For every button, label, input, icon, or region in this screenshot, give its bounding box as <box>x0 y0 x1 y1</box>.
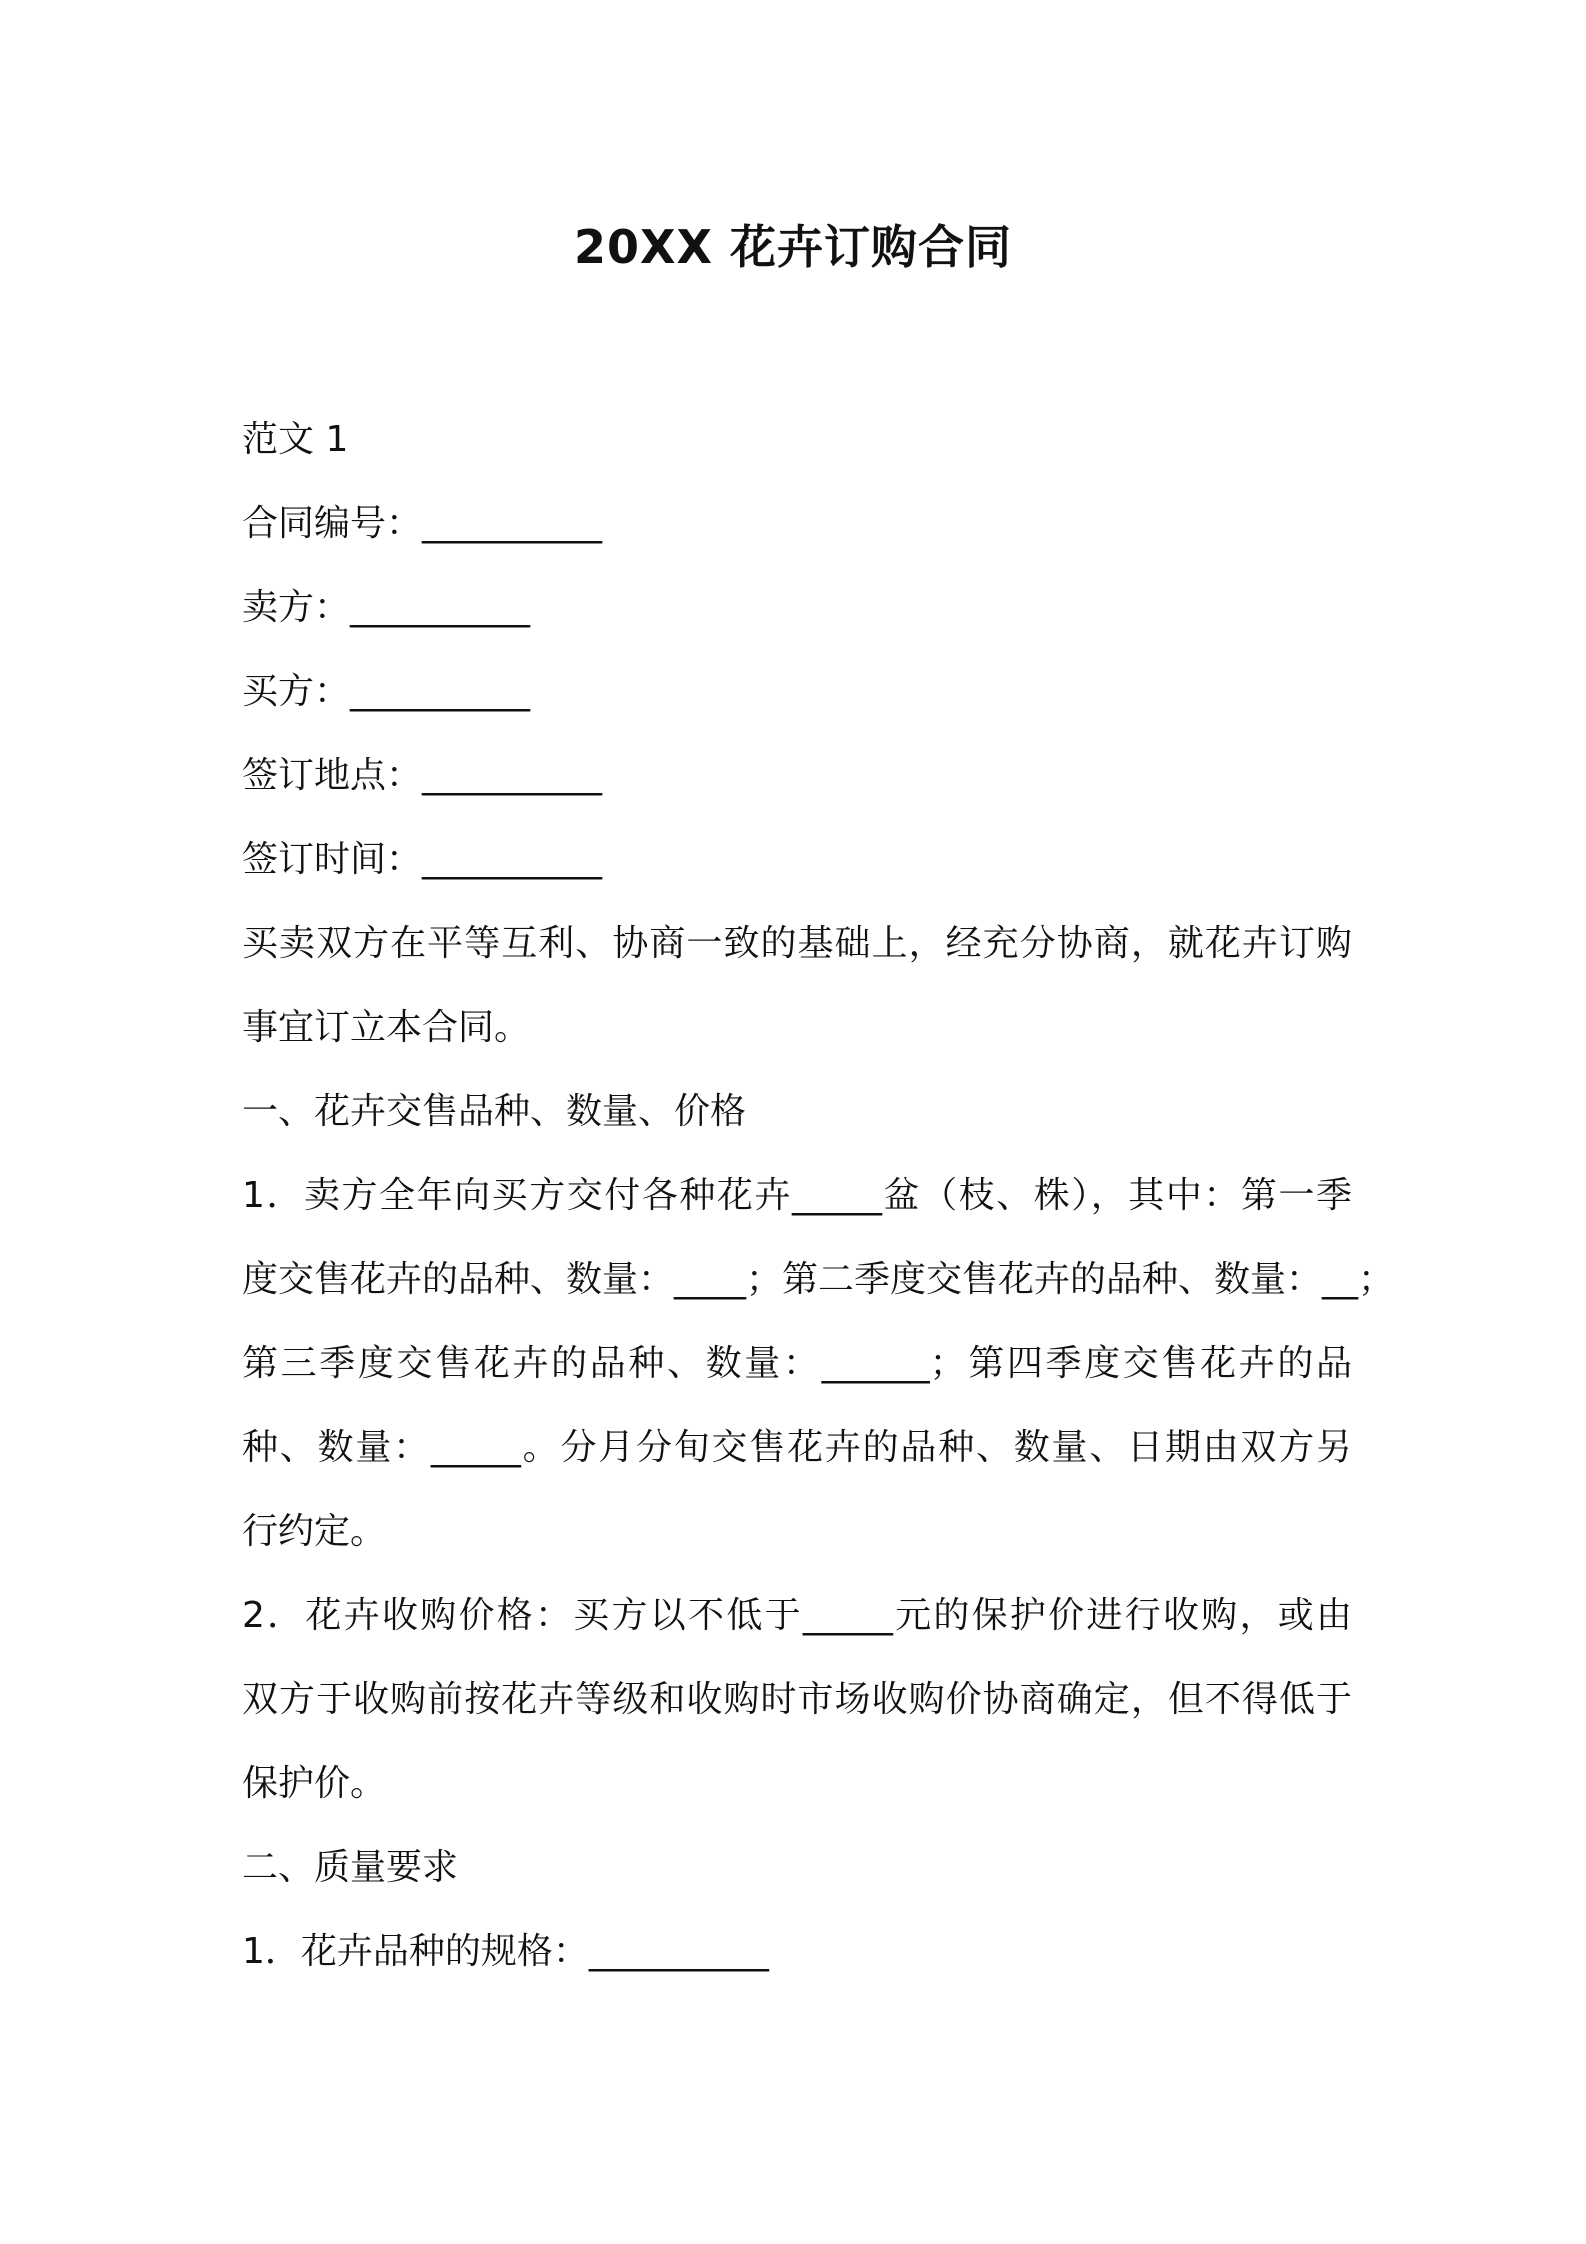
document-title: 20XX 花卉订购合同 <box>574 220 1012 274</box>
signing-place-field: 签订地点：__________ <box>242 755 603 796</box>
preamble-line: 事宜订立本合同。 <box>242 1007 531 1048</box>
seller-field: 卖方：__________ <box>242 587 531 628</box>
document-body <box>242 398 1395 1994</box>
clause-line: 1．卖方全年向买方交付各种花卉_____盆（枝、株），其中：第一季 <box>242 1175 1352 1216</box>
signing-time-field: 签订时间：__________ <box>242 839 603 880</box>
clause-line: 保护价。 <box>242 1763 387 1804</box>
clause-line: 2．花卉收购价格：买方以不低于_____元的保护价进行收购，或由 <box>242 1595 1352 1636</box>
clause-line: 种、数量：_____。分月分旬交售花卉的品种、数量、日期由双方另 <box>242 1427 1352 1468</box>
clause-line: 度交售花卉的品种、数量：____；第二季度交售花卉的品种、数量：__； <box>242 1259 1395 1300</box>
clause-line: 双方于收购前按花卉等级和收购时市场收购价协商确定，但不得低于 <box>242 1679 1352 1720</box>
clause-line: 第三季度交售花卉的品种、数量：______；第四季度交售花卉的品 <box>242 1343 1352 1384</box>
preamble-line: 买卖双方在平等互利、协商一致的基础上，经充分协商，就花卉订购 <box>242 923 1352 964</box>
sample-heading: 范文 1 <box>242 419 349 460</box>
contract-number-field: 合同编号：__________ <box>242 503 603 544</box>
section-heading: 一、花卉交售品种、数量、价格 <box>242 1091 747 1132</box>
section-heading: 二、质量要求 <box>242 1847 459 1888</box>
clause-line: 1．花卉品种的规格：__________ <box>242 1931 769 1972</box>
clause-line: 行约定。 <box>242 1511 387 1552</box>
buyer-field: 买方：__________ <box>242 671 531 712</box>
